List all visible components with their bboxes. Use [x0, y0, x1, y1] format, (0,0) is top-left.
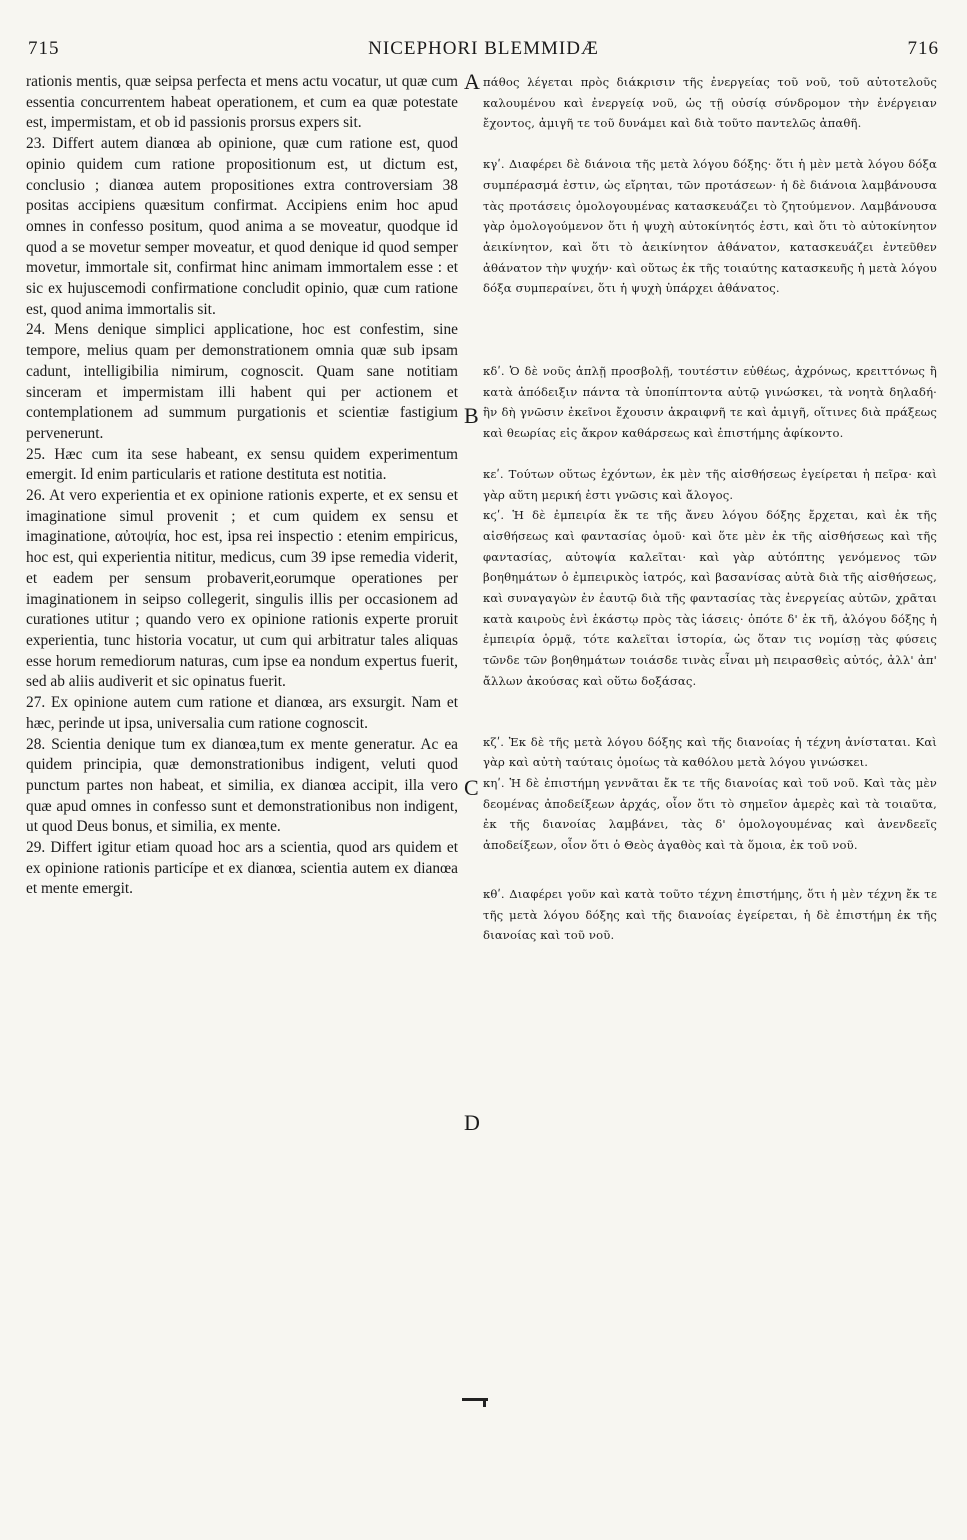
greek-paragraph: κδʹ. Ὁ δὲ νοῦς ἁπλῇ προσβολῇ, τουτέστιν εὐθέως, ἀχρόνως, κρειττόνως ἢ κατὰ ἀπόδειξιν πάντα τὰ ὑποπίπτοντα αὐτῷ γινώσκει, τὰ νοητὰ δηλαδή· ἣν δὴ γνῶσιν ἐκεῖνοι ἔχουσιν ἀκραιφνῆ τε καὶ ἀμιγῆ, οἵτινες διὰ πράξεως καὶ θεωρίας εἰς ἄκρον καθάρσεως καὶ ἐπιστήμης ἀφίκοντο. — [483, 364, 937, 441]
margin-letter-c: C — [464, 775, 479, 800]
running-title: NICEPHORI BLEMMIDÆ — [368, 38, 599, 59]
latin-paragraph: 24. Mens denique simplici applicatione, hoc est confestim, sine tempore, melius quam per demonstrationem omnia quæ sub ipsam cadunt, intelligibilia nimirum, cognoscit. Quam sane notitiam sinceram et impermistam illi habent qui per actionem et contemplationem ad summum purgationis et scientiæ fastigium pervenerunt. — [26, 321, 458, 442]
greek-paragraph: κηʹ. Ἡ δὲ ἐπιστήμη γεννᾶται ἔκ τε τῆς διανοίας καὶ τοῦ νοῦ. Καὶ τὰς μὲν δεομένας ἀποδείξεων ἀρχάς, οἷον ὅτι τὸ σημεῖον ἀμερὲς καὶ τὰ τοιαῦτα, ἐκ τῆς διανοίας λαμβάνει, τὰς δ' ὁμολογουμένας καὶ ἀνενδεεῖς ἀποδείξεων, οἷον ὅτι ὁ Θεὸς ἀγαθὸς καὶ τὰ ὅμοια, ἐκ τοῦ νοῦ. — [483, 775, 937, 853]
greek-paragraph: κζʹ. Ἐκ δὲ τῆς μετὰ λόγου δόξης καὶ τῆς διανοίας ἡ τέχνη ἀνίσταται. Καὶ γὰρ καὶ αὐτὴ ταύταις ὁμοίως τὰ καθόλου μετὰ λόγου γινώσκει. — [483, 734, 937, 770]
greek-paragraph: κεʹ. Τούτων οὕτως ἐχόντων, ἐκ μὲν τῆς αἰσθήσεως ἐγείρεται ἡ πεῖρα· καὶ γὰρ αὕτη μερική ἐστι γνῶσις καὶ ἄλογος. — [483, 466, 937, 502]
latin-paragraph: 23. Differt autem dianœa ab opinione, quæ cum ratione est, quod opinio quidem cum ratione propositionum est, ut dictum est, conclusio ; dianœa autem propositiones extra controversiam 38 positas accipiens quæsitum confirmat. Accipiens enim hoc apud omnes in confesso positum, quod anima a se moveatur, quodque id quod a se movetur semper moveatur, et quod denique id quod semper movetur, immortale sit, confirmat hinc animam immortalem esse : et sic ex hujuscemodi confirmatione concludit opinio, quæ cum ratione est, quod anima immortalis sit. — [26, 135, 458, 318]
greek-paragraph: πάθος λέγεται πρὸς διάκρισιν τῆς ἐνεργείας τοῦ νοῦ, τοῦ αὐτοτελοῦς καλουμένου καὶ ἐνεργείᾳ νοῦ, ὡς τῇ οὐσίᾳ σύνδρομον τὴν ἐνέργειαν ἔχοντος, ἀμιγῆ τε τοῦ δυνάμει καὶ διὰ τοῦτο παντελῶς ἀπαθῆ. — [483, 75, 937, 131]
greek-paragraph: κγʹ. Διαφέρει δὲ διάνοια τῆς μετὰ λόγου δόξης· ὅτι ἡ μὲν μετὰ λόγου δόξα συμπέρασμά ἐστιν, ὡς εἴρηται, τῶν προτάσεων· ἡ δὲ διάνοια λαμβάνουσα τὰς προτάσεις ὁμολογουμένας κατασκευάζει τὸ ζητούμενον. Λαμβάνουσα γὰρ ὁμολογούμενον ὅτι ἡ ψυχὴ αὐτοκίνητός ἐστι, καὶ ὅτι τὸ αὐτοκίνητον ἀεικίνητον, καὶ ὅτι τὸ ἀεικίνητον ἀθάνατον, κατασκευάζει ἐντεῦθεν ἀθάνατον τὴν ψυχήν· καὶ οὕτως ἐκ τῆς τοιαύτης κατασκευῆς ἡ μετὰ λόγου δόξα συμπεραίνει, ὅτι ἡ ψυχὴ ὑπάρχει ἀθάνατος. — [483, 157, 937, 296]
latin-paragraph: 29. Differt igitur etiam quoad hoc ars a scientia, quod ars quidem et ex opinione rationis particípe et ex dianœa, scientia autem ex dianœa et mente emergit. — [26, 839, 458, 898]
latin-paragraph: 26. At vero experientia et ex opinione rationis experte, et ex sensu et imaginatione simul provenit ; et cum quidem ex sensu et imaginatione, αὐτοψία, hoc est, ipsa rei inspectio : etenim empiricus, hoc est, qui experientia nititur, medicus, cum 39 ipse remedia viderit, et eadem per sensum probaverit,eorumque operationes per imaginationem in seipso collegerit, singulis illis per occasionem ad curationes utitur ; quando vero ex opinione rationis experte proruit experientia, tunc historia vocatur, ut cum qui arbitratur tales aliquas esse horum remediorum naturas, cum ipse ea nondum expertus fuerit, sed ab aliis audiverit et sic opinatus fuerit. — [26, 487, 458, 691]
latin-paragraph: 27. Ex opinione autem cum ratione et dianœa, ars exsurgit. Nam et hæc, perinde ut ipsa, universalia cum ratione cognoscit. — [26, 694, 458, 732]
printer-mark — [462, 1398, 488, 1411]
latin-paragraph: 28. Scientia denique tum ex dianœa,tum ex mente generatur. Ac ea quidem principia, quæ demonstrationibus indigent, veluti quod punctum partes non habeat, et similia, ex dianœa accipit, illa vero quæ apud omnes in confesso sunt et demonstrationibus non indigent, ut quod Deus bonus, et similia, ex mente. — [26, 735, 458, 836]
latin-column — [26, 72, 458, 900]
greek-paragraph: κθʹ. Διαφέρει γοῦν καὶ κατὰ τοῦτο τέχνη ἐπιστήμης, ὅτι ἡ μὲν τέχνη ἔκ τε τῆς μετὰ λόγου δόξης καὶ τῆς διανοίας ἐγείρεται, ἡ δὲ ἐπιστήμη ἐκ τῆς διανοίας καὶ τοῦ νοῦ. — [483, 886, 937, 943]
latin-paragraph: 25. Hæc cum ita sese habeant, ex sensu quidem experimentum emergit. Id enim particularis et ratione destituta est notitia. — [26, 445, 458, 484]
margin-letter-a: A — [464, 69, 480, 94]
greek-column — [483, 72, 937, 946]
latin-paragraph: rationis mentis, quæ seipsa perfecta et mens actu vocatur, ut quæ cum essentia concurrentem habeat operationem, et cum ea quæ potestate est, impermistam, et ob id passionis prorsus expers sit. — [26, 73, 458, 132]
greek-paragraph: κϛʹ. Ἡ δὲ ἐμπειρία ἔκ τε τῆς ἄνευ λόγου δόξης ἔρχεται, καὶ ἐκ τῆς αἰσθήσεως καὶ φαντασίας ὁμοῦ· καὶ ὅτε μὲν ἐκ τῆς αἰσθήσεως καὶ τῆς φαντασίας, αὐτοψία καλεῖται· καὶ γὰρ αὐτόπτης γενόμενος τῶν βοηθημάτων ὁ ἐμπειρικὸς ἰατρός, καὶ βασανίσας αὐτὰ διὰ τῆς αἰσθήσεως, καὶ συναγαγὼν ἐν ἑαυτῷ διὰ τῆς φαντασίας τὰς ἐνεργείας αὐτῶν, χρᾶται κατὰ καιροὺς ἑνὶ ἑκάστῳ πρὸς τὰς ἰάσεις· ὁπότε δ' ἐκ τῆ, ἀλόγου δόξης ἡ ἐμπειρία ὁρμᾷ, τότε καλεῖται ἱστορία, ὡς ὅταν τις νομίσῃ τὰς φύσεις τῶνδε τῶν βοηθημάτων τοιάσδε τινὰς εἶναι μὴ πειρασθεὶς αὐτός, ἀλλ' ἀπ' ἄλλων ἀκούσας καὶ οὕτω δοξάσας. — [483, 508, 937, 688]
margin-letter-d: D — [464, 1110, 480, 1135]
margin-letter-b: B — [464, 403, 479, 428]
page-number-right: 716 — [907, 38, 939, 59]
page-number-left: 715 — [28, 38, 60, 59]
running-header — [28, 38, 939, 62]
